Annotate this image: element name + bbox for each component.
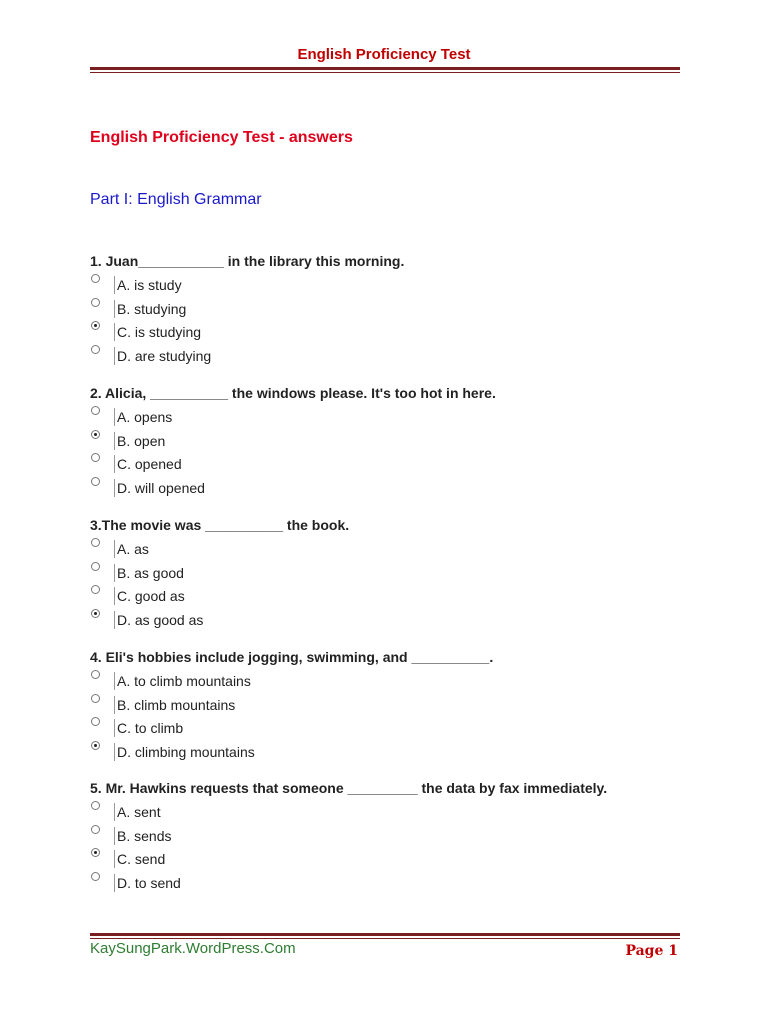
radio-button-icon[interactable] bbox=[91, 298, 100, 307]
radio-button-icon[interactable] bbox=[91, 562, 100, 571]
header-divider bbox=[90, 67, 680, 70]
option-label: D. will opened bbox=[114, 479, 205, 497]
answer-option[interactable] bbox=[90, 741, 493, 765]
option-label: A. is study bbox=[114, 276, 182, 294]
answer-option[interactable] bbox=[90, 406, 496, 430]
option-label: C. good as bbox=[114, 587, 185, 605]
answer-option[interactable] bbox=[90, 274, 404, 298]
radio-button-icon[interactable] bbox=[91, 741, 100, 750]
radio-button-icon[interactable] bbox=[91, 345, 100, 354]
answer-option[interactable] bbox=[90, 825, 607, 849]
radio-button-icon[interactable] bbox=[91, 717, 100, 726]
answer-option[interactable] bbox=[90, 694, 493, 718]
option-label: B. studying bbox=[114, 300, 186, 318]
option-label: B. open bbox=[114, 432, 165, 450]
answer-option[interactable] bbox=[90, 477, 496, 501]
answer-option[interactable] bbox=[90, 670, 493, 694]
option-label: D. as good as bbox=[114, 611, 203, 629]
footer-divider bbox=[90, 933, 680, 936]
radio-button-icon[interactable] bbox=[91, 609, 100, 618]
question-text: 3.The movie was __________ the book. bbox=[90, 517, 350, 533]
answer-option[interactable] bbox=[90, 872, 607, 896]
footer-divider-thin bbox=[90, 938, 680, 939]
question-4 bbox=[90, 647, 493, 765]
answer-option[interactable] bbox=[90, 801, 607, 825]
answer-option[interactable] bbox=[90, 453, 496, 477]
question-text: 5. Mr. Hawkins requests that someone _________ the data by fax immediately. bbox=[90, 780, 608, 796]
option-label: C. send bbox=[114, 850, 165, 868]
radio-button-icon[interactable] bbox=[91, 848, 100, 857]
option-label: B. climb mountains bbox=[114, 696, 235, 714]
header-title: English Proficiency Test bbox=[297, 46, 471, 63]
radio-button-icon[interactable] bbox=[91, 538, 100, 547]
option-label: B. as good bbox=[114, 564, 184, 582]
option-label: A. to climb mountains bbox=[114, 672, 251, 690]
question-text: 1. Juan___________ in the library this morning. bbox=[90, 253, 405, 269]
header-divider-thin bbox=[90, 72, 680, 73]
answer-option[interactable] bbox=[90, 321, 404, 345]
radio-button-icon[interactable] bbox=[91, 670, 100, 679]
option-label: D. to send bbox=[114, 874, 181, 892]
answer-option[interactable] bbox=[90, 609, 349, 633]
question-1 bbox=[90, 251, 404, 369]
answer-option[interactable] bbox=[90, 430, 496, 454]
option-label: D. climbing mountains bbox=[114, 743, 255, 761]
page-number: Page 1 bbox=[625, 943, 678, 959]
radio-button-icon[interactable] bbox=[91, 694, 100, 703]
question-text: 4. Eli's hobbies include jogging, swimming, and __________. bbox=[90, 649, 494, 665]
answer-option[interactable] bbox=[90, 538, 349, 562]
question-text: 2. Alicia, __________ the windows please. It's too hot in here. bbox=[90, 385, 496, 401]
question-5 bbox=[90, 778, 607, 896]
option-label: C. is studying bbox=[114, 323, 201, 341]
option-label: A. opens bbox=[114, 408, 172, 426]
option-label: A. as bbox=[114, 540, 149, 558]
option-label: C. opened bbox=[114, 455, 182, 473]
radio-button-icon[interactable] bbox=[91, 477, 100, 486]
radio-button-icon[interactable] bbox=[91, 825, 100, 834]
question-2 bbox=[90, 383, 496, 501]
radio-button-icon[interactable] bbox=[91, 321, 100, 330]
answer-option[interactable] bbox=[90, 345, 404, 369]
option-label: D. are studying bbox=[114, 347, 211, 365]
answer-option[interactable] bbox=[90, 848, 607, 872]
document-title: English Proficiency Test - answers bbox=[90, 129, 353, 146]
answer-option[interactable] bbox=[90, 298, 404, 322]
option-label: C. to climb bbox=[114, 719, 183, 737]
option-label: B. sends bbox=[114, 827, 171, 845]
radio-button-icon[interactable] bbox=[91, 406, 100, 415]
radio-button-icon[interactable] bbox=[91, 801, 100, 810]
radio-button-icon[interactable] bbox=[91, 274, 100, 283]
radio-button-icon[interactable] bbox=[91, 585, 100, 594]
part-title: Part I: English Grammar bbox=[90, 191, 262, 208]
footer-site-link[interactable]: KaySungPark.WordPress.Com bbox=[90, 940, 296, 957]
answer-option[interactable] bbox=[90, 562, 349, 586]
radio-button-icon[interactable] bbox=[91, 430, 100, 439]
question-3 bbox=[90, 515, 349, 633]
answer-option[interactable] bbox=[90, 585, 349, 609]
answer-option[interactable] bbox=[90, 717, 493, 741]
radio-button-icon[interactable] bbox=[91, 453, 100, 462]
option-label: A. sent bbox=[114, 803, 161, 821]
radio-button-icon[interactable] bbox=[91, 872, 100, 881]
